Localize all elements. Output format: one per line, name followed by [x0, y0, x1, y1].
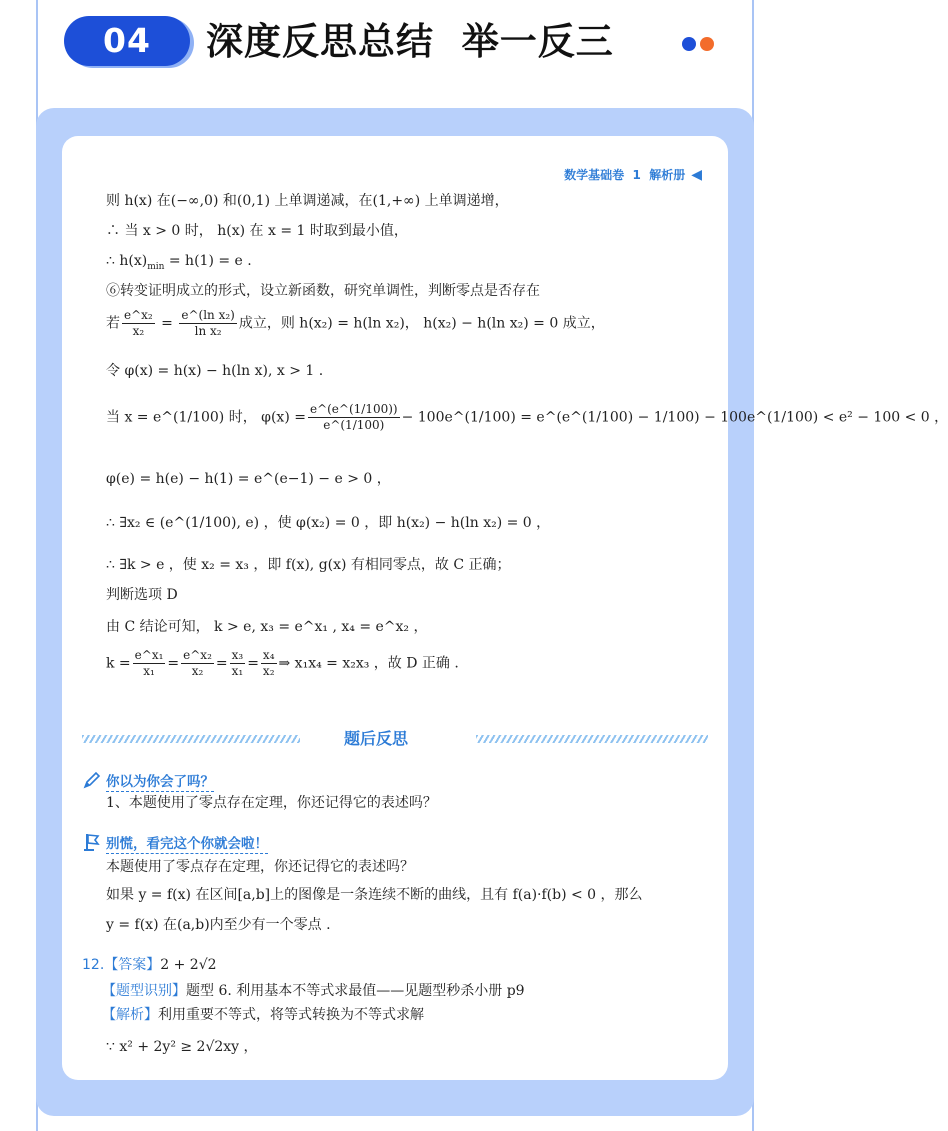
q12-analysis-line: [102, 1006, 424, 1024]
blue-dot-icon: [682, 37, 696, 51]
section-number-badge: 04: [64, 16, 190, 66]
fraction-numerator: e^(ln x₂): [181, 308, 235, 322]
solution-line-8: φ(e) = h(e) − h(1) = e^(e−1) − e > 0 ，: [106, 471, 391, 487]
q12-number: 12.: [82, 957, 105, 973]
chevron-left-icon: ◀: [691, 167, 702, 183]
solution-line-10: ∴ ∃k > e ，使 x₂ = x₃ ，即 f(x), g(x) 有相同零点，故 C 正确；: [106, 557, 511, 573]
reflection-section-header: [82, 726, 708, 752]
fraction-denominator: e^(1/100): [323, 418, 385, 432]
q12-analysis-text: 利用重要不等式，将等式转换为不等式求解: [158, 1007, 424, 1023]
q12-answer: 2 + 2√2: [160, 957, 217, 973]
solution-line-7-post: − 100e^(1/100) = e^(e^(1/100) − 1/100) − 100e^(1/100) < e² − 100 < 0 ，: [401, 409, 948, 426]
fraction-numerator: e^x₂: [124, 308, 153, 322]
page-header: [0, 0, 790, 108]
answer-subhead-text: 别慌，看完这个你就会啦！: [106, 836, 268, 852]
answer-line-1: 本题使用了零点存在定理，你还记得它的表述吗？: [106, 859, 414, 875]
page-title: 深度反思总结 举一反三: [206, 20, 614, 63]
q12-last-line: ∵ x² + 2y² ≥ 2√2xy ，: [106, 1039, 258, 1055]
stripe-decoration: [82, 735, 300, 743]
fraction-numerator: x₃: [231, 648, 244, 662]
solution-line-3-b: = h(1) = e .: [164, 253, 252, 269]
stripe-decoration: [476, 735, 708, 743]
solution-line-6: 令 φ(x) = h(x) − h(ln x), x > 1 .: [106, 363, 324, 379]
solution-line-13-post: ⇒ x₁x₄ = x₂x₃ ，故 D 正确 .: [278, 655, 459, 672]
question-subhead-text: 你以为你会了吗？: [106, 774, 214, 790]
fraction-denominator: x₁: [231, 664, 244, 678]
fraction: [133, 648, 166, 679]
fraction: [122, 308, 155, 339]
running-head-text: 数学基础卷 1 解析册: [564, 168, 686, 182]
solution-line-4: ⑥转变证明成立的形式，设立新函数，研究单调性，判断零点是否存在: [106, 283, 540, 299]
solution-line-1: 则 h(x) 在(−∞,0) 和(0,1) 上单调递减，在(1,+∞) 上单调递增，: [106, 193, 509, 209]
flag-icon: [82, 832, 102, 856]
solution-line-7: [106, 402, 948, 433]
solution-line-12: 由 C 结论可知， k > e, x₃ = e^x₁ , x₄ = e^x₂ ，: [106, 619, 428, 635]
question-text: 1、本题使用了零点存在定理，你还记得它的表述吗？: [106, 795, 437, 811]
solution-line-3-a: ∴ h(x): [106, 253, 148, 269]
solution-line-11: 判断选项 D: [106, 587, 178, 603]
fraction-numerator: e^x₂: [183, 648, 212, 662]
fraction-denominator: x₂: [262, 664, 275, 678]
fraction-denominator: x₁: [143, 664, 155, 678]
solution-line-5-pre: 若: [106, 315, 120, 332]
type-tag: 【题型识别】: [102, 983, 186, 999]
fraction-numerator: x₄: [262, 648, 275, 662]
fraction-denominator: x₂: [132, 324, 145, 338]
solution-line-3: [106, 252, 252, 276]
solution-line-13-pre: k =: [106, 655, 131, 672]
analysis-tag: 【解析】: [102, 1007, 158, 1023]
content-card: [62, 136, 948, 1080]
answer-line-3: y = f(x) 在(a,b)内至少有一个零点 .: [106, 917, 331, 933]
fraction-denominator: ln x₂: [194, 324, 222, 338]
fraction-denominator: x₂: [191, 664, 204, 678]
solution-line-13: k = $\frac{\text{e\textasciicircum{}x₁}}{\text{x₁}}$ = $\frac{\text{e\textasciicircum{}x₂}}{\text{x₂}}$ = $\frac{\text{x₃}}{\text{x₁}}$ = $\frac{\text{x₄}}{\text{x₂}}$ ⇒ x₁x₄ = x₂x₃ ，故 D 正确 .: [106, 648, 459, 678]
fraction: [261, 648, 277, 679]
q12-type-line: [102, 982, 525, 1000]
answer-line-2: 如果 y = f(x) 在区间[a,b]上的图像是一条连续不断的曲线，且有 f(a)·f(b) < 0 ，那么: [106, 887, 643, 903]
fraction-numerator: e^(e^(1/100)): [309, 402, 398, 416]
fraction-numerator: e^x₁: [134, 648, 164, 662]
answer-subhead: [82, 832, 268, 856]
solution-line-9: ∴ ∃x₂ ∈ (e^(1/100), e) ，使 φ(x₂) = 0 ，即 h(x₂) − h(ln x₂) = 0 ，: [106, 515, 551, 531]
q12-type-text: 题型 6. 利用基本不等式求最值——见题型秒杀小册 p9: [186, 983, 525, 999]
answer-tag: 【答案】: [104, 957, 161, 973]
q12-answer-line: [82, 956, 217, 974]
reflection-section-title: 题后反思: [344, 729, 409, 748]
orange-dot-icon: [700, 37, 714, 51]
question-subhead: [82, 770, 214, 794]
solution-line-5: 若 $\frac{\text{e\textasciicircum{}x₂}}{\text{x₂}}$ = $\frac{\text{e\textasciicircum{}(ln x₂)}}{\text{ln x₂}}$ 成立，则 h(x₂) = h(ln x₂)， h(x₂) − h(ln x₂) = 0 成立，: [106, 308, 605, 338]
running-head: [547, 152, 702, 197]
fraction: [181, 648, 214, 679]
solution-line-5-post: 成立，则 h(x₂) = h(ln x₂)， h(x₂) − h(ln x₂) = 0 成立，: [238, 315, 605, 332]
fraction: [179, 308, 236, 339]
fraction: [308, 402, 400, 433]
solution-line-7-pre: 当 x = e^(1/100) 时， φ(x) =: [106, 409, 306, 426]
solution-line-3-sub: min: [147, 261, 165, 272]
pencil-icon: [82, 770, 102, 794]
fraction: [230, 648, 246, 679]
solution-line-2: ∴ 当 x > 0 时， h(x) 在 x = 1 时取到最小值，: [106, 223, 408, 239]
